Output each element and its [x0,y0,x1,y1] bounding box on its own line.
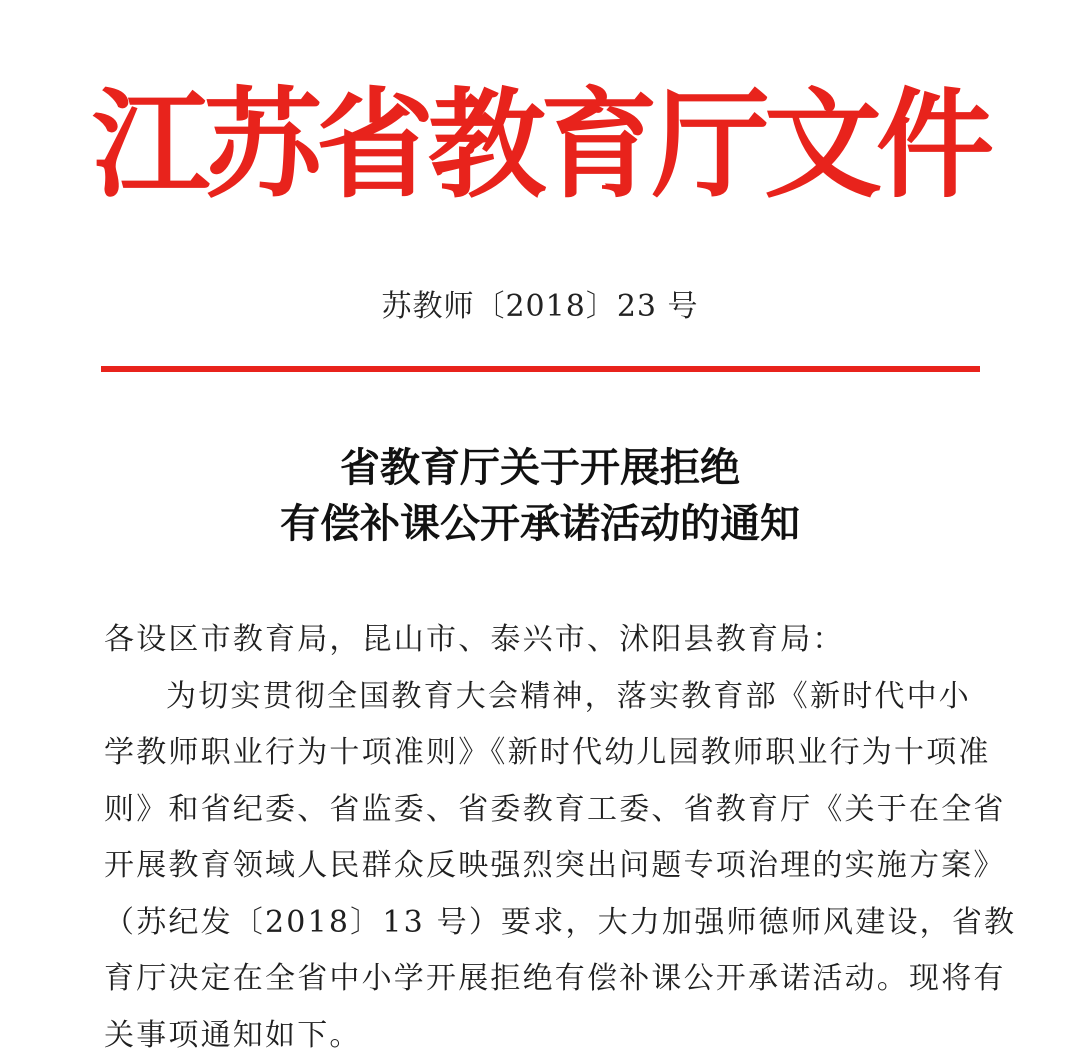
document-number: 苏教师〔2018〕23 号 [0,285,1080,329]
document-title [0,440,1080,552]
body-line: 学教师职业行为十项准则》《新时代幼儿园教师职业行为十项准 [104,725,974,782]
body-line: 关事项通知如下。 [104,1008,974,1064]
document-masthead: 江苏省教育厅文件 [0,70,1080,220]
body-line: 则》和省纪委、省监委、省委教育工委、省教育厅《关于在全省 [104,782,974,839]
body-line: 育厅决定在全省中小学开展拒绝有偿补课公开承诺活动。现将有 [104,951,974,1008]
document-body [104,612,974,1064]
title-line-2: 有偿补课公开承诺活动的通知 [0,496,1080,552]
salutation-line: 各设区市教育局，昆山市、泰兴市、沭阳县教育局： [104,612,974,669]
title-line-1: 省教育厅关于开展拒绝 [0,440,1080,496]
body-line: 开展教育领域人民群众反映强烈突出问题专项治理的实施方案》 [104,838,974,895]
body-line: （苏纪发〔2018〕13 号）要求，大力加强师德师风建设，省教 [104,895,974,952]
body-line: 为切实贯彻全国教育大会精神，落实教育部《新时代中小 [104,669,974,726]
red-divider-rule [101,366,980,372]
